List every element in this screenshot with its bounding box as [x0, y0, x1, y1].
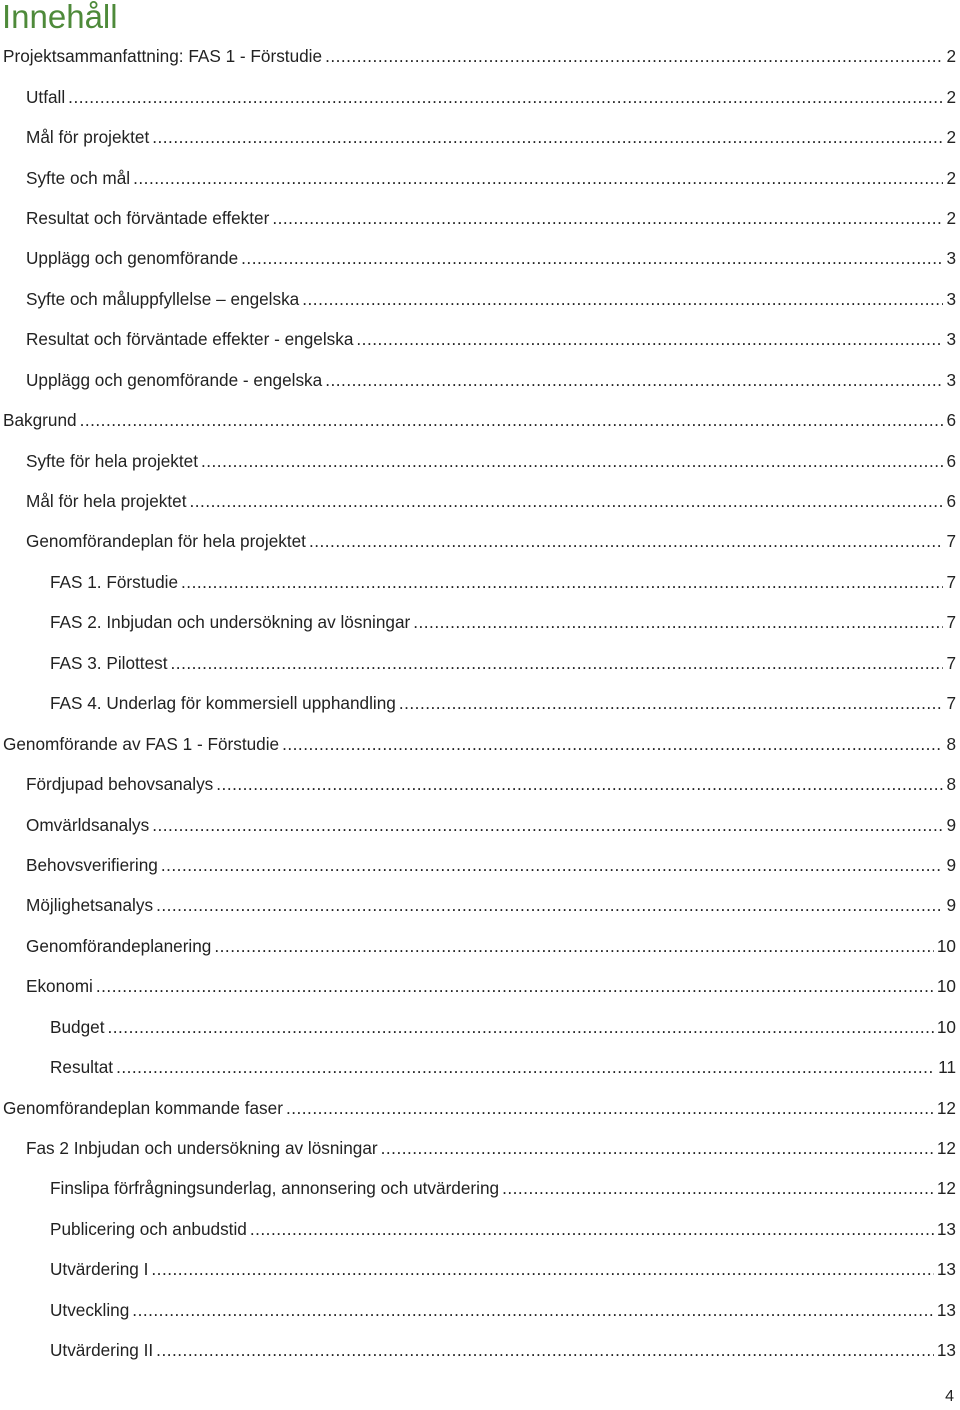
toc-entry[interactable] — [0, 360, 960, 400]
toc-entry-page-number: 9 — [946, 814, 956, 835]
toc-entry[interactable] — [0, 562, 960, 602]
toc-entry-label: Resultat och förväntade effekter — [26, 207, 270, 228]
toc-entry-page-number: 7 — [946, 531, 956, 552]
toc-dot-leader — [68, 86, 943, 108]
toc-entry[interactable] — [0, 117, 960, 157]
toc-entry-page-number: 10 — [936, 935, 956, 956]
toc-entry-label: Genomförandeplan kommande faser — [3, 1097, 283, 1118]
toc-entry-page-number: 2 — [946, 46, 956, 67]
toc-dot-leader — [413, 611, 943, 633]
table-of-contents — [0, 36, 960, 1370]
toc-dot-leader — [152, 814, 943, 836]
toc-dot-leader — [309, 530, 943, 552]
toc-entry-page-number: 13 — [936, 1340, 956, 1361]
toc-entry-label: Resultat — [50, 1057, 114, 1078]
toc-entry[interactable] — [0, 238, 960, 278]
toc-dot-leader — [282, 733, 943, 755]
toc-entry[interactable] — [0, 157, 960, 197]
toc-entry-label: Syfte och mål — [26, 167, 131, 188]
toc-entry[interactable] — [0, 481, 960, 521]
toc-dot-leader — [325, 45, 943, 67]
toc-dot-leader — [151, 1258, 933, 1280]
toc-entry-page-number: 3 — [946, 288, 956, 309]
toc-entry-label: Upplägg och genomförande - engelska — [26, 369, 323, 390]
toc-entry-label: FAS 3. Pilottest — [50, 652, 168, 673]
toc-dot-leader — [181, 571, 943, 593]
toc-dot-leader — [325, 369, 943, 391]
toc-entry-label: Resultat och förväntade effekter - engelska — [26, 329, 354, 350]
toc-entry[interactable] — [0, 926, 960, 966]
toc-dot-leader — [250, 1218, 934, 1240]
toc-entry-page-number: 7 — [946, 612, 956, 633]
toc-entry-page-number: 2 — [946, 207, 956, 228]
toc-dot-leader — [171, 652, 944, 674]
toc-entry-page-number: 3 — [946, 329, 956, 350]
toc-entry[interactable] — [0, 36, 960, 76]
toc-entry-page-number: 10 — [936, 976, 956, 997]
toc-entry-page-number: 2 — [946, 86, 956, 107]
toc-entry[interactable] — [0, 198, 960, 238]
toc-dot-leader — [133, 167, 943, 189]
toc-entry-label: Genomförandeplanering — [26, 935, 212, 956]
toc-entry[interactable] — [0, 1128, 960, 1168]
toc-entry-page-number: 11 — [938, 1057, 956, 1078]
toc-dot-leader — [156, 1339, 934, 1361]
toc-entry-page-number: 7 — [946, 571, 956, 592]
toc-entry-page-number: 9 — [946, 895, 956, 916]
toc-entry-page-number: 2 — [946, 167, 956, 188]
toc-entry-label: Bakgrund — [3, 410, 77, 431]
toc-entry[interactable] — [0, 76, 960, 116]
toc-entry-page-number: 12 — [936, 1178, 956, 1199]
toc-entry-page-number: 9 — [946, 854, 956, 875]
toc-dot-leader — [96, 975, 934, 997]
toc-entry[interactable] — [0, 279, 960, 319]
toc-entry[interactable] — [0, 1047, 960, 1087]
toc-entry-label: Mål för projektet — [26, 127, 150, 148]
toc-entry[interactable] — [0, 1087, 960, 1127]
footer-page-number: 4 — [945, 1388, 954, 1405]
toc-entry-label: Syfte för hela projektet — [26, 450, 198, 471]
toc-entry-page-number: 13 — [936, 1259, 956, 1280]
toc-entry-page-number: 6 — [946, 450, 956, 471]
toc-dot-leader — [356, 328, 943, 350]
toc-entry[interactable] — [0, 1290, 960, 1330]
toc-dot-leader — [272, 207, 943, 229]
toc-dot-leader — [286, 1097, 934, 1119]
toc-entry-label: FAS 4. Underlag för kommersiell upphandling — [50, 693, 396, 714]
toc-entry-page-number: 8 — [946, 733, 956, 754]
toc-entry-label: Utveckling — [50, 1299, 130, 1320]
toc-dot-leader — [241, 247, 943, 269]
toc-entry-page-number: 7 — [946, 693, 956, 714]
toc-entry-label: Utvärdering I — [50, 1259, 149, 1280]
toc-dot-leader — [399, 692, 944, 714]
toc-entry-page-number: 6 — [946, 410, 956, 431]
toc-entry-label: Fas 2 Inbjudan och undersökning av lösningar — [26, 1138, 378, 1159]
toc-entry[interactable] — [0, 400, 960, 440]
toc-entry-page-number: 3 — [946, 248, 956, 269]
toc-entry-label: Finslipa förfrågningsunderlag, annonsering och utvärdering — [50, 1178, 500, 1199]
toc-entry-label: Upplägg och genomförande — [26, 248, 239, 269]
toc-dot-leader — [152, 126, 943, 148]
toc-entry[interactable] — [0, 602, 960, 642]
toc-entry-label: Mål för hela projektet — [26, 491, 187, 512]
toc-entry-page-number: 13 — [936, 1299, 956, 1320]
toc-entry-page-number: 2 — [946, 127, 956, 148]
toc-dot-leader — [190, 490, 944, 512]
toc-entry-page-number: 8 — [946, 774, 956, 795]
toc-entry[interactable] — [0, 440, 960, 480]
page-title: Innehåll — [2, 0, 118, 35]
toc-entry[interactable] — [0, 804, 960, 844]
toc-entry-page-number: 10 — [936, 1016, 956, 1037]
toc-entry[interactable] — [0, 885, 960, 925]
toc-dot-leader — [201, 450, 943, 472]
toc-entry-label: Budget — [50, 1016, 105, 1037]
toc-entry[interactable] — [0, 966, 960, 1006]
toc-entry-page-number: 12 — [936, 1138, 956, 1159]
toc-dot-leader — [502, 1177, 934, 1199]
toc-entry[interactable] — [0, 1168, 960, 1208]
toc-entry-label: FAS 1. Förstudie — [50, 571, 179, 592]
toc-entry-label: Projektsammanfattning: FAS 1 - Förstudie — [3, 46, 323, 67]
toc-entry-label: Utfall — [26, 86, 66, 107]
toc-dot-leader — [156, 894, 943, 916]
toc-dot-leader — [132, 1299, 934, 1321]
toc-dot-leader — [302, 288, 943, 310]
toc-dot-leader — [381, 1137, 934, 1159]
toc-entry-label: Utvärdering II — [50, 1340, 154, 1361]
toc-entry-label: Publicering och anbudstid — [50, 1218, 247, 1239]
toc-entry-page-number: 7 — [946, 652, 956, 673]
toc-dot-leader — [80, 409, 944, 431]
toc-entry[interactable] — [0, 319, 960, 359]
toc-entry[interactable] — [0, 1249, 960, 1289]
toc-entry-label: Syfte och måluppfyllelse – engelska — [26, 288, 300, 309]
toc-entry[interactable] — [0, 764, 960, 804]
toc-entry[interactable] — [0, 1330, 960, 1370]
toc-entry[interactable] — [0, 1007, 960, 1047]
toc-dot-leader — [214, 935, 934, 957]
toc-entry[interactable] — [0, 1209, 960, 1249]
toc-entry-page-number: 12 — [936, 1097, 956, 1118]
toc-dot-leader — [107, 1016, 933, 1038]
toc-entry-label: FAS 2. Inbjudan och undersökning av lösningar — [50, 612, 411, 633]
toc-entry[interactable] — [0, 683, 960, 723]
toc-entry-label: Genomförandeplan för hela projektet — [26, 531, 306, 552]
toc-entry-label: Ekonomi — [26, 976, 93, 997]
toc-entry-label: Genomförande av FAS 1 - Förstudie — [3, 733, 280, 754]
toc-entry-page-number: 6 — [946, 491, 956, 512]
toc-entry-label: Omvärldsanalys — [26, 814, 150, 835]
toc-dot-leader — [161, 854, 944, 876]
toc-entry-label: Möjlighetsanalys — [26, 895, 154, 916]
toc-entry-page-number: 3 — [946, 369, 956, 390]
toc-entry-label: Behovsverifiering — [26, 854, 158, 875]
toc-entry-page-number: 13 — [936, 1218, 956, 1239]
toc-entry[interactable] — [0, 845, 960, 885]
toc-entry-label: Fördjupad behovsanalys — [26, 774, 214, 795]
toc-dot-leader — [116, 1056, 935, 1078]
toc-dot-leader — [216, 773, 943, 795]
toc-entry[interactable] — [0, 643, 960, 683]
toc-entry[interactable] — [0, 521, 960, 561]
toc-entry[interactable] — [0, 723, 960, 763]
